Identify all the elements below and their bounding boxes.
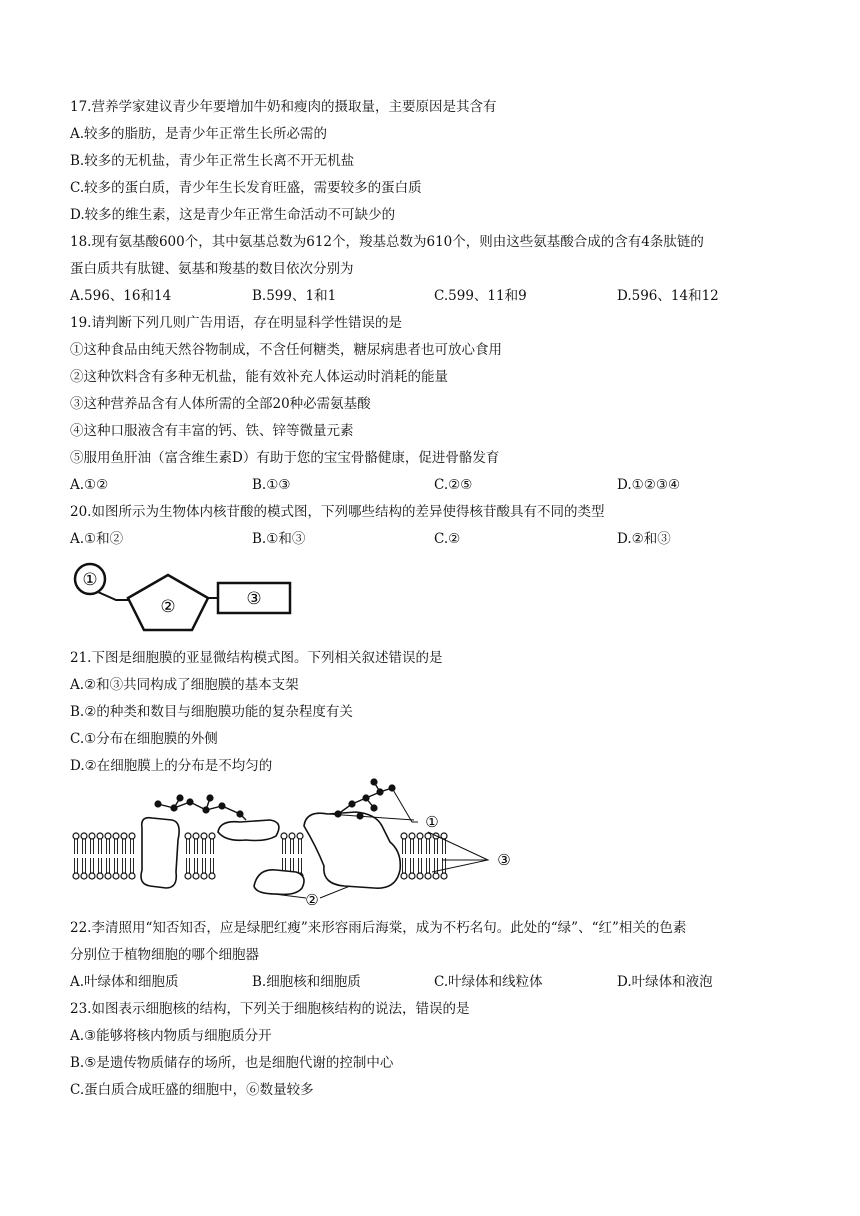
lipid-tail — [419, 839, 422, 854]
lipid-head — [105, 873, 111, 879]
lipid-head — [193, 873, 199, 879]
lipid-tail — [187, 839, 190, 854]
q22-option-b: B.细胞核和细胞质 — [252, 974, 361, 990]
lipid-tail — [83, 839, 86, 854]
lipid-tail — [443, 839, 446, 854]
membrane-proteins — [141, 812, 400, 894]
lipid-tail — [211, 839, 214, 854]
lipid-head — [201, 833, 207, 839]
q23-stem: 23.如图表示细胞核的结构，下列关于细胞核结构的说法，错误的是 — [70, 1001, 470, 1017]
peripheral-protein-top — [218, 820, 279, 841]
lipid-head — [425, 873, 431, 879]
lipid-tail — [123, 858, 126, 873]
q22-stem-line1: 22.李清照用“知否知否，应是绿肥红瘦”来形容雨后海棠，成为不朽名句。此处的“绿”、“红”相关的色素 — [70, 920, 687, 936]
label-3: ③ — [246, 589, 262, 609]
lipid-head — [409, 833, 415, 839]
lipid-head — [433, 873, 439, 879]
lipid-head — [401, 833, 407, 839]
lipid-head — [89, 873, 95, 879]
lipid-tail — [195, 858, 198, 873]
membrane-label-2: ② — [305, 891, 319, 909]
lipid-tail — [107, 858, 110, 873]
q22-option-c: C.叶绿体和线粒体 — [434, 974, 543, 990]
transmembrane-protein-right — [304, 812, 400, 888]
cell-membrane-diagram — [70, 780, 530, 910]
lipid-head — [113, 833, 119, 839]
lipid-tail — [91, 839, 94, 854]
label-2: ② — [160, 597, 176, 617]
lipid-tail — [187, 858, 190, 873]
lipid-head — [97, 833, 103, 839]
lipid-tail — [435, 839, 438, 854]
lipid-tail — [107, 839, 110, 854]
lipid-head — [201, 873, 207, 879]
q19-item-5: ⑤服用鱼肝油（富含维生素D）有助于您的宝宝骨骼健康，促进骨骼发育 — [70, 450, 500, 466]
lipid-tail — [195, 839, 198, 854]
lipid-tail — [299, 858, 302, 873]
lipid-tail — [411, 858, 414, 873]
lipid-tail — [211, 858, 214, 873]
lipid-head — [209, 833, 215, 839]
q19-item-1: ①这种食品由纯天然谷物制成，不含任何糖类，糖尿病患者也可放心食用 — [70, 342, 502, 358]
lipid-tail — [427, 858, 430, 873]
lipid-head — [409, 873, 415, 879]
q20-option-c: C.② — [434, 531, 461, 547]
lipid-head — [193, 833, 199, 839]
lipid-tail — [131, 858, 134, 873]
glycoprotein-chains — [154, 778, 395, 820]
membrane-label-3: ③ — [497, 851, 511, 869]
lipid-head — [73, 833, 79, 839]
peripheral-protein-bottom — [254, 870, 304, 895]
transmembrane-protein-left — [141, 818, 179, 888]
q19-option-c: C.②⑤ — [434, 477, 473, 493]
q20-option-a: A.①和② — [70, 531, 124, 547]
lipid-tail — [427, 839, 430, 854]
q19-option-a: A.①② — [70, 477, 109, 493]
lipid-tail — [75, 858, 78, 873]
q23-option-a: A.③能够将核内物质与细胞质分开 — [70, 1028, 272, 1044]
q19-option-d: D.①②③④ — [617, 477, 681, 493]
lipid-tail — [419, 858, 422, 873]
lipid-tail — [291, 839, 294, 854]
q17-stem: 17.营养学家建议青少年要增加牛奶和瘦肉的摄取量，主要原因是其含有 — [70, 99, 497, 115]
lipid-head — [425, 833, 431, 839]
lipid-head — [105, 833, 111, 839]
q19-item-3: ③这种营养品含有人体所需的全部20种必需氨基酸 — [70, 396, 371, 412]
lipid-head — [441, 873, 447, 879]
q22-option-a: A.叶绿体和细胞质 — [70, 974, 179, 990]
q17-option-a: A.较多的脂肪，是青少年正常生长所必需的 — [70, 126, 328, 142]
q21-option-b: B.②的种类和数目与细胞膜功能的复杂程度有关 — [70, 704, 353, 720]
q20-option-d: D.②和③ — [617, 531, 671, 547]
lipid-tail — [91, 858, 94, 873]
lipid-tail — [115, 839, 118, 854]
lipid-head — [417, 873, 423, 879]
q18-stem-line1: 18.现有氨基酸600个，其中氨基总数为612个，羧基总数为610个，则由这些氨基酸合成的含有4条肽链的 — [70, 234, 704, 250]
q21-option-a: A.②和③共同构成了细胞膜的基本支架 — [70, 677, 299, 693]
lipid-tail — [75, 839, 78, 854]
lipid-head — [113, 873, 119, 879]
lipid-head — [81, 833, 87, 839]
q18-option-a: A.596、16和14 — [70, 288, 172, 304]
lipid-head — [97, 873, 103, 879]
lipid-tail — [203, 858, 206, 873]
q18-option-b: B.599、1和1 — [252, 288, 337, 304]
q18-option-c: C.599、11和9 — [434, 288, 527, 304]
lipid-tail — [99, 839, 102, 854]
lipid-tail — [131, 839, 134, 854]
lipid-head — [73, 873, 79, 879]
lipid-tail — [403, 858, 406, 873]
lipid-head — [129, 873, 135, 879]
lipid-head — [121, 873, 127, 879]
lipid-tail — [123, 839, 126, 854]
lipid-head — [185, 833, 191, 839]
q20-option-b: B.①和③ — [252, 531, 306, 547]
lipid-head — [401, 873, 407, 879]
lipid-tail — [99, 858, 102, 873]
lipid-head — [121, 833, 127, 839]
lipid-tail — [83, 858, 86, 873]
q19-item-4: ④这种口服液含有丰富的钙、铁、锌等微量元素 — [70, 423, 354, 439]
q22-option-d: D.叶绿体和液泡 — [617, 974, 713, 990]
lipid-tail — [403, 839, 406, 854]
lipid-head — [281, 833, 287, 839]
q18-option-d: D.596、14和12 — [617, 288, 719, 304]
lipid-tail — [203, 839, 206, 854]
q23-option-b: B.⑤是遗传物质储存的场所，也是细胞代谢的控制中心 — [70, 1055, 394, 1071]
nucleotide-diagram — [68, 560, 308, 638]
q20-stem: 20.如图所示为生物体内核苷酸的模式图，下列哪些结构的差异使得核苷酸具有不同的类型 — [70, 504, 605, 520]
lipid-head — [129, 833, 135, 839]
q19-stem: 19.请判断下列几则广告用语，存在明显科学性错误的是 — [70, 315, 402, 331]
lipid-head — [89, 833, 95, 839]
q21-stem: 21.下图是细胞膜的亚显微结构模式图。下列相关叙述错误的是 — [70, 650, 443, 666]
lipid-head — [289, 833, 295, 839]
label-1: ① — [82, 570, 98, 590]
q17-option-d: D.较多的维生素，这是青少年正常生命活动不可缺少的 — [70, 207, 396, 223]
q19-option-b: B.①③ — [252, 477, 291, 493]
lipid-head — [209, 873, 215, 879]
q18-stem-line2: 蛋白质共有肽键、氨基和羧基的数目依次分别为 — [70, 261, 354, 277]
lipid-tail — [283, 839, 286, 854]
lipid-head — [417, 833, 423, 839]
lipid-tail — [299, 839, 302, 854]
q21-option-c: C.①分布在细胞膜的外侧 — [70, 731, 218, 747]
q17-option-c: C.较多的蛋白质，青少年生长发育旺盛，需要较多的蛋白质 — [70, 180, 422, 196]
lipid-tail — [115, 858, 118, 873]
q17-option-b: B.较多的无机盐，青少年正常生长离不开无机盐 — [70, 153, 355, 169]
q23-option-c: C.蛋白质合成旺盛的细胞中，⑥数量较多 — [70, 1082, 314, 1098]
q21-option-d: D.②在细胞膜上的分布是不均匀的 — [70, 758, 273, 774]
lipid-head — [81, 873, 87, 879]
phosphate-bond-line — [98, 592, 131, 600]
q22-stem-line2: 分别位于植物细胞的哪个细胞器 — [70, 947, 259, 963]
lipid-head — [297, 833, 303, 839]
q19-item-2: ②这种饮料含有多种无机盐，能有效补充人体运动时消耗的能量 — [70, 369, 448, 385]
lipid-tail — [411, 839, 414, 854]
lipid-head — [185, 873, 191, 879]
membrane-label-1: ① — [425, 813, 439, 831]
